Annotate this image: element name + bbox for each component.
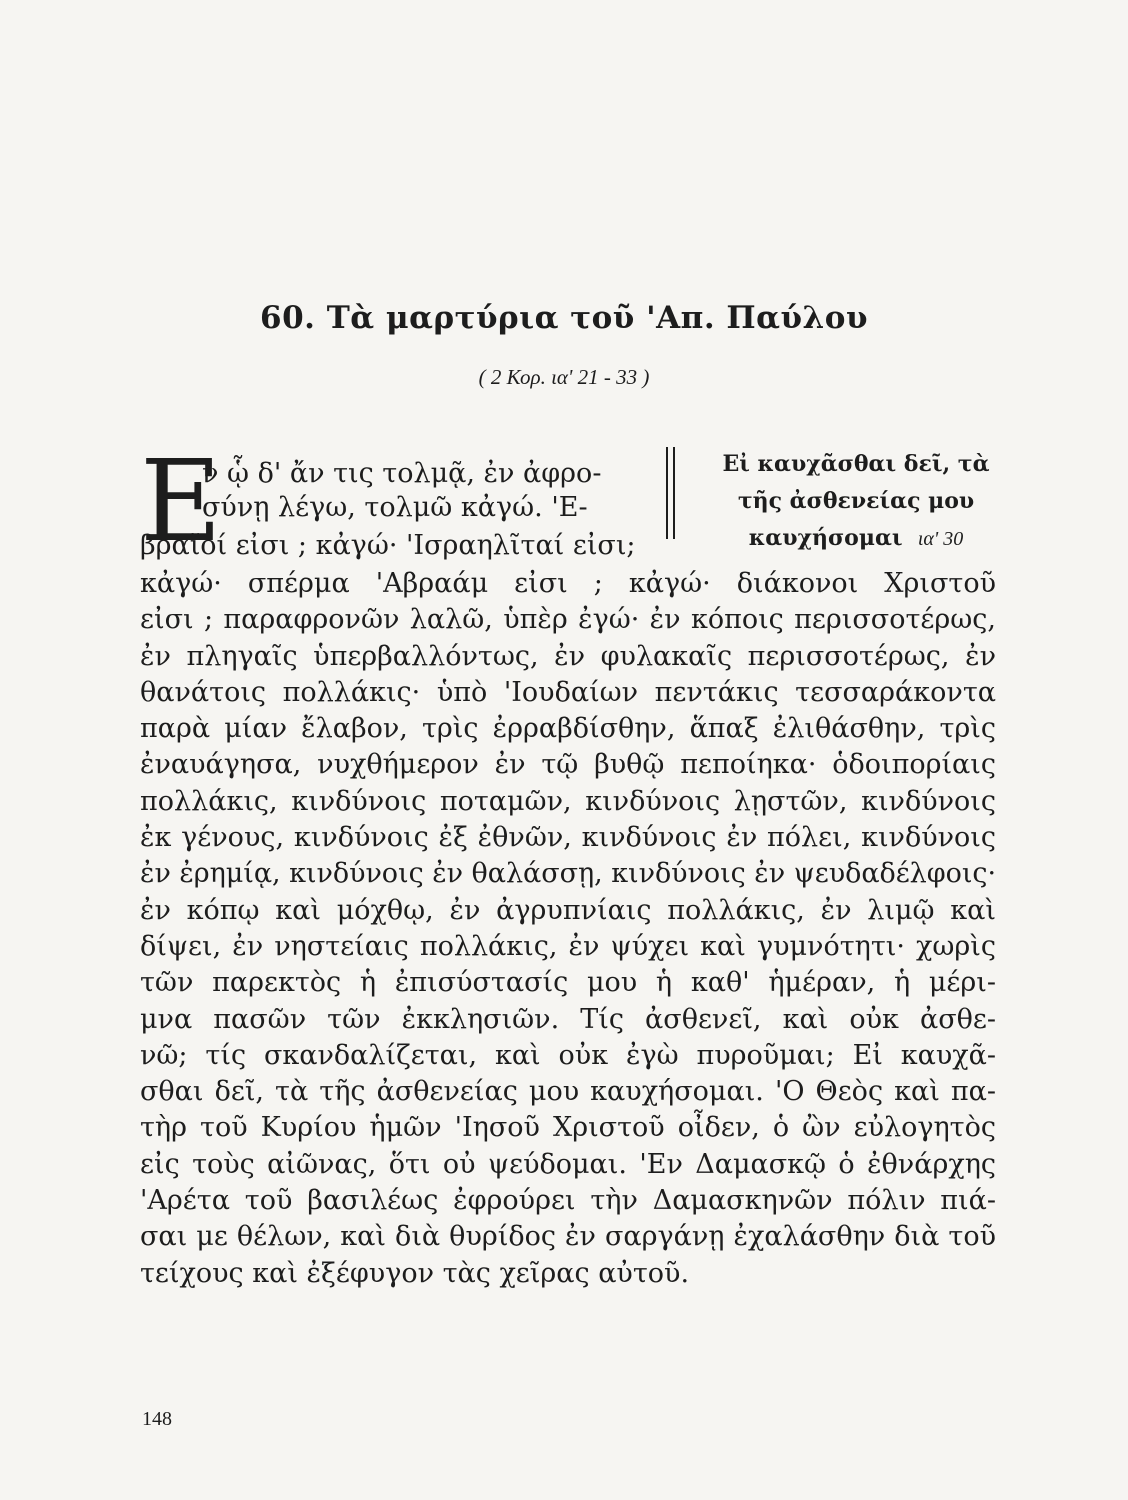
body-line: μνα πασῶν τῶν ἐκκλησιῶν. Τίς ἀσθενεῖ, καὶ οὐκ ἀσθε-	[140, 1003, 996, 1035]
margin-note-line-3-text: καυχήσομαι	[748, 525, 903, 551]
body-line: νῶ; τίς σκανδαλίζεται, καὶ οὐκ ἐγὼ πυροῦμαι; Εἰ καυχᾶ-	[140, 1039, 996, 1071]
body-line: παρὰ μίαν ἔλαβον, τρὶς ἐρραβδίσθην, ἅπαξ ἐλιθάσθην, τρὶς	[140, 713, 996, 745]
body-line: ἐκ γένους, κινδύνοις ἐξ ἐθνῶν, κινδύνοις ἐν πόλει, κινδύνοις	[140, 822, 996, 854]
body-line: εἰς τοὺς αἰῶνας, ὅτι οὐ ψεύδομαι. 'Εν Δαμασκῷ ὁ ἐθνάρχης	[140, 1148, 996, 1180]
page-number: 148	[142, 1408, 172, 1430]
opening-line-1: ν ᾧ δ' ἄν τις τολμᾷ, ἐν ἀφρο-	[202, 458, 602, 489]
body-line: πολλάκις, κινδύνοις ποταμῶν, κινδύνοις λῃστῶν, κινδύνοις	[140, 785, 996, 817]
opening-line-3: βραῖοί εἰσι ; κἀγώ· 'Ισραηλῖταί εἰσι;	[140, 530, 636, 561]
margin-note	[700, 446, 1012, 558]
drop-cap: Ε	[140, 437, 222, 567]
margin-note-reference: ια' 30	[917, 528, 964, 550]
body-line: τὴρ τοῦ Κυρίου ἡμῶν 'Ιησοῦ Χριστοῦ οἶδεν, ὁ ὢν εὐλογητὸς	[140, 1112, 996, 1144]
body-line: 'Αρέτα τοῦ βασιλέως ἐφρούρει τὴν Δαμασκηνῶν πόλιν πιά-	[140, 1185, 996, 1217]
scripture-reference: ( 2 Κορ. ια' 21 - 33 )	[478, 365, 650, 389]
body-line: εἰσι ; παραφρονῶν λαλῶ, ὑπὲρ ἐγώ· ἐν κόποις περισσοτέρως,	[140, 604, 996, 636]
body-line: δίψει, ἐν νηστείαις πολλάκις, ἐν ψύχει καὶ γυμνότητι· χωρὶς	[140, 930, 996, 962]
body-line: ἐναυάγησα, νυχθήμερον ἐν τῷ βυθῷ πεποίηκα· ὁδοιπορίαις	[140, 749, 996, 781]
body-line: κἀγώ· σπέρμα 'Αβραάμ εἰσι ; κἀγώ· διάκονοι Χριστοῦ	[140, 568, 996, 599]
body-text	[140, 566, 996, 1292]
opening-line-2: σύνῃ λέγω, τολμῶ κἀγώ. 'Ε-	[202, 492, 588, 523]
body-line: ἐν πληγαῖς ὑπερβαλλόντως, ἐν φυλακαῖς περισσοτέρως, ἐν	[140, 640, 996, 672]
chapter-title: 60. Τὰ μαρτύρια τοῦ 'Απ. Παύλου	[260, 300, 868, 336]
body-line: ἐν ἐρημίᾳ, κινδύνοις ἐν θαλάσσῃ, κινδύνοις ἐν ψευδαδέλφοις·	[140, 858, 996, 890]
body-line: ἐν κόπῳ καὶ μόχθῳ, ἐν ἀγρυπνίαις πολλάκις, ἐν λιμῷ καὶ	[140, 894, 996, 926]
body-line: σαι με θέλων, καὶ διὰ θυρίδος ἐν σαργάνῃ ἐχαλάσθην διὰ τοῦ	[140, 1221, 996, 1253]
margin-note-line-1: Εἰ καυχᾶσθαι δεῖ, τὰ	[722, 451, 990, 477]
body-line: σθαι δεῖ, τὰ τῆς ἀσθενείας μου καυχήσομαι. 'Ο Θεὸς καὶ πα-	[140, 1076, 996, 1108]
margin-note-line-3	[700, 520, 1012, 558]
body-line: θανάτοις πολλάκις· ὑπὸ 'Ιουδαίων πεντάκις τεσσαράκοντα	[140, 676, 996, 708]
body-line: τείχους καὶ ἐξέφυγον τὰς χεῖρας αὐτοῦ.	[140, 1257, 690, 1289]
sidebar-double-rule	[666, 447, 675, 539]
body-line: τῶν παρεκτὸς ἡ ἐπισύστασίς μου ἡ καθ' ἡμέραν, ἡ μέρι-	[140, 967, 996, 999]
margin-note-line-2: τῆς ἀσθενείας μου	[737, 488, 975, 514]
